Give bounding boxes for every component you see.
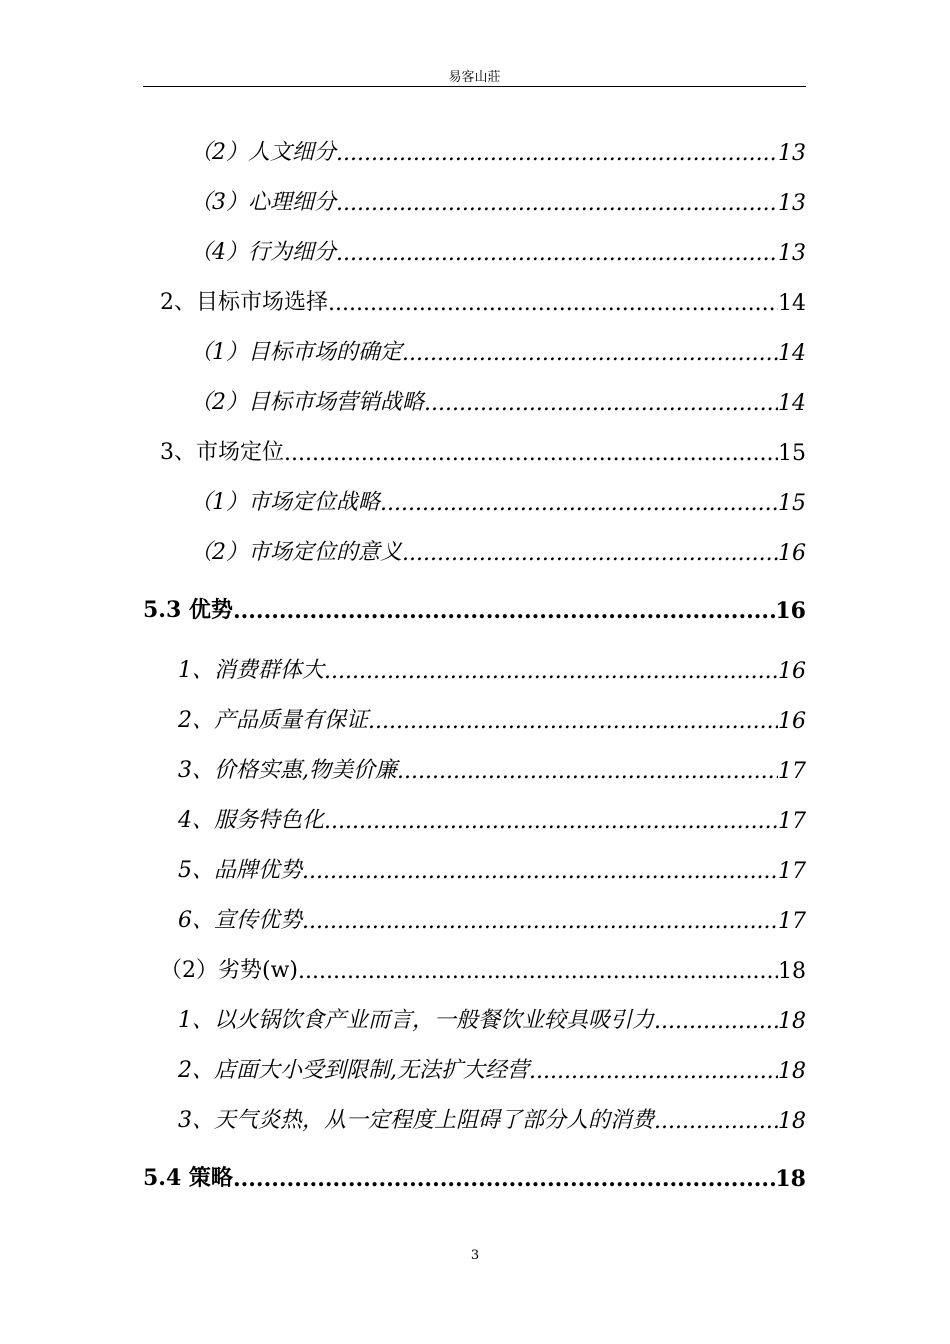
toc-dot-leader <box>233 1166 775 1192</box>
toc-entry[interactable] <box>160 436 806 466</box>
toc-entry-label: 1、以火锅饮食产业而言，一般餐饮业较具吸引力 <box>178 1008 654 1033</box>
toc-dot-leader <box>324 809 778 834</box>
toc-entry-page: 18 <box>778 1109 806 1134</box>
toc-entry-page: 16 <box>778 541 806 566</box>
toc-dot-leader <box>324 659 778 684</box>
toc-entry-label: （2）人文细分 <box>190 140 336 165</box>
toc-entry-page: 17 <box>778 759 806 784</box>
toc-dot-leader <box>424 391 778 416</box>
toc-entry-label: 2、店面大小受到限制,无法扩大经营 <box>178 1058 529 1083</box>
toc-dot-leader <box>654 1109 778 1134</box>
toc-entry-label: 3、价格实惠,物美价廉 <box>178 758 397 783</box>
toc-dot-leader <box>654 1009 778 1034</box>
toc-entry[interactable] <box>190 186 806 216</box>
toc-entry[interactable] <box>190 386 806 416</box>
toc-dot-leader <box>336 241 778 266</box>
page-number: 3 <box>470 1248 480 1263</box>
toc-entry-page: 14 <box>778 391 806 416</box>
toc-entry-label: 2、产品质量有保证 <box>178 708 368 733</box>
toc-entry-page: 14 <box>778 291 806 316</box>
toc-entry[interactable] <box>178 1004 806 1034</box>
toc-entry-label: （4）行为细分 <box>190 240 336 265</box>
toc-entry[interactable] <box>178 754 806 784</box>
toc-dot-leader <box>402 541 778 566</box>
toc-entry-label: 5.3 优势 <box>143 597 233 623</box>
toc-dot-leader <box>302 859 778 884</box>
toc-entry[interactable] <box>178 854 806 884</box>
toc-entry-label: （2）劣势(w) <box>160 958 298 983</box>
toc-dot-leader <box>328 291 778 316</box>
toc-entry-label: （2）目标市场营销战略 <box>190 390 424 415</box>
toc-entry-page: 14 <box>778 341 806 366</box>
toc-entry-label: （1）目标市场的确定 <box>190 340 402 365</box>
toc-entry-label: 4、服务特色化 <box>178 808 324 833</box>
toc-entry-page: 18 <box>778 1059 806 1084</box>
toc-entry-page: 15 <box>778 441 806 466</box>
toc-entry-label: （2）市场定位的意义 <box>190 540 402 565</box>
toc-entry-label: 5、品牌优势 <box>178 858 302 883</box>
toc-entry[interactable] <box>190 486 806 516</box>
toc-dot-leader <box>380 491 778 516</box>
toc-entry-label: 1、消费群体大 <box>178 658 324 683</box>
toc-dot-leader <box>298 959 778 984</box>
toc-dot-leader <box>302 909 778 934</box>
toc-entry-page: 13 <box>778 241 806 266</box>
toc-entry-page: 13 <box>778 141 806 166</box>
toc-dot-leader <box>284 441 778 466</box>
toc-entry[interactable] <box>190 536 806 566</box>
toc-entry[interactable] <box>178 704 806 734</box>
toc-entry[interactable] <box>178 804 806 834</box>
toc-entry-page: 18 <box>775 1166 806 1192</box>
toc-entry[interactable] <box>190 336 806 366</box>
toc-entry[interactable] <box>178 1054 806 1084</box>
toc-dot-leader <box>529 1059 778 1084</box>
toc-entry[interactable] <box>143 1162 806 1192</box>
toc-entry-label: 6、宣传优势 <box>178 908 302 933</box>
header-rule <box>143 86 806 87</box>
toc-entry-page: 16 <box>778 659 806 684</box>
toc-entry-page: 16 <box>778 709 806 734</box>
toc-entry-label: 3、市场定位 <box>160 440 284 465</box>
toc-dot-leader <box>397 759 778 784</box>
toc-entry[interactable] <box>178 654 806 684</box>
toc-entry-page: 18 <box>778 1009 806 1034</box>
toc-entry-page: 16 <box>775 598 806 624</box>
toc-dot-leader <box>336 191 778 216</box>
page-header: 易客山莊 <box>448 70 501 85</box>
toc-entry-label: 3、天气炎热，从一定程度上阻碍了部分人的消费 <box>178 1108 654 1133</box>
toc-entry[interactable] <box>143 594 806 624</box>
toc-entry-page: 18 <box>778 959 806 984</box>
toc-entry[interactable] <box>190 236 806 266</box>
toc-entry-label: 2、目标市场选择 <box>160 290 328 315</box>
toc-dot-leader <box>336 141 778 166</box>
toc-entry-page: 13 <box>778 191 806 216</box>
toc-entry[interactable] <box>160 954 806 984</box>
toc-entry[interactable] <box>190 136 806 166</box>
toc-entry-page: 17 <box>778 809 806 834</box>
toc-entry[interactable] <box>178 904 806 934</box>
toc-entry-page: 17 <box>778 859 806 884</box>
toc-entry-label: （3）心理细分 <box>190 190 336 215</box>
toc-entry-label: （1）市场定位战略 <box>190 490 380 515</box>
toc-entry[interactable] <box>160 286 806 316</box>
toc-dot-leader <box>233 598 775 624</box>
toc-dot-leader <box>402 341 778 366</box>
toc-entry-page: 17 <box>778 909 806 934</box>
toc-dot-leader <box>368 709 778 734</box>
toc-entry-label: 5.4 策略 <box>143 1165 233 1191</box>
toc-entry-page: 15 <box>778 491 806 516</box>
toc-entry[interactable] <box>178 1104 806 1134</box>
